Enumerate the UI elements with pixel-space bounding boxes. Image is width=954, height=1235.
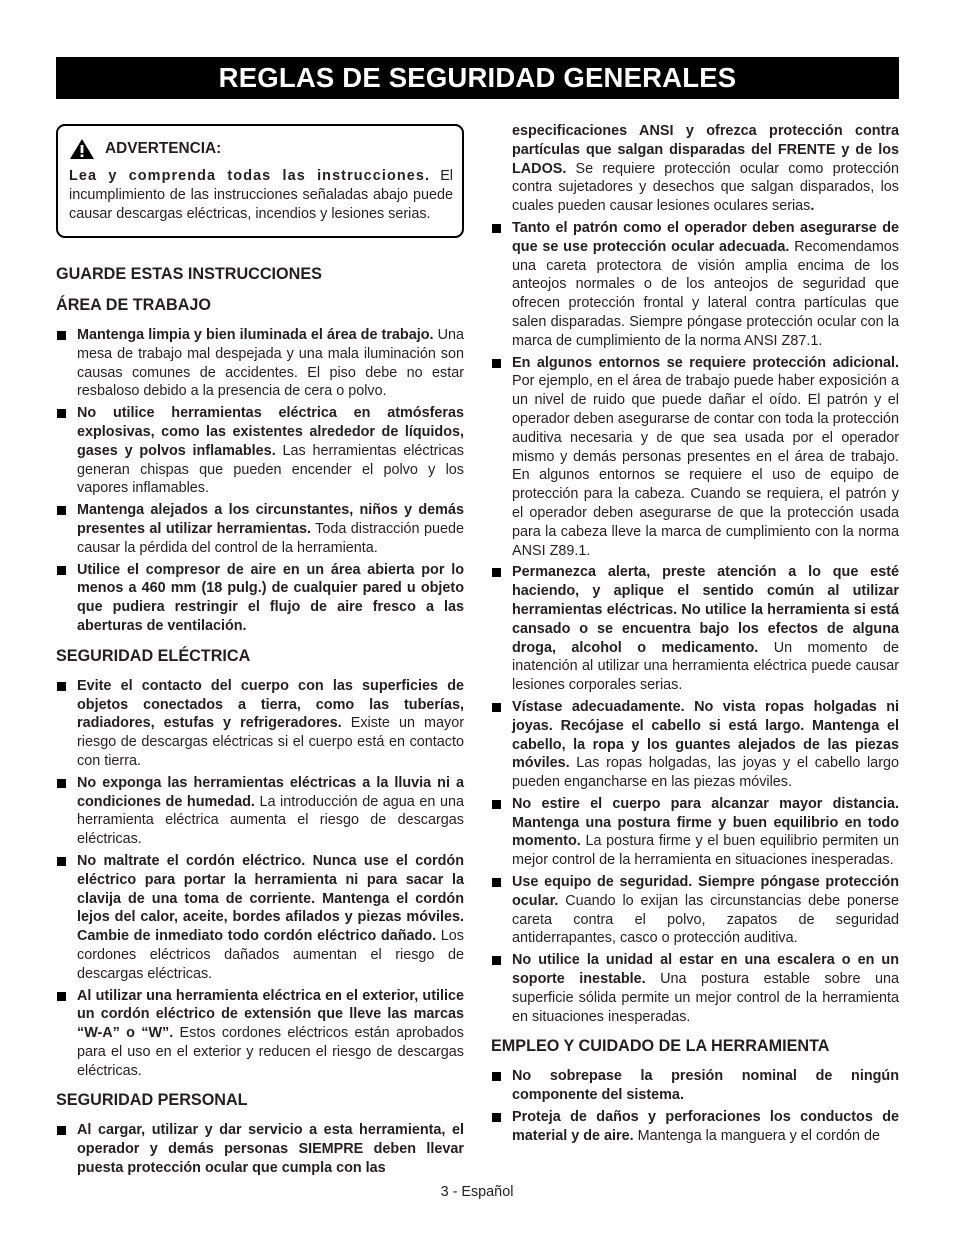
list-item: Vístase adecuadamente. No vista ropas holgadas ni joyas. Recójase el cabello si está largo. Mantenga el cabello, la ropa y los guantes alejados de las piezas móviles. Las ropas holgadas, las joyas y el cabello largo pueden engancharse en las piezas móviles. bbox=[491, 698, 899, 792]
page-number: 3 - Español bbox=[440, 1184, 514, 1200]
list-item: Utilice el compresor de aire en un área abierta por lo menos a 460 mm (18 pulg.) de cualquier pared u objeto que pudiera restringir el flujo de aire fresco a las aberturas de ventilación. bbox=[56, 561, 464, 636]
list-item-continued: especificaciones ANSI y ofrezca protección contra partículas que salgan disparadas del FRENTE y de los LADOS. Se requiere protección ocular como protección contra sujetadores y desechos que salgan disparados, los cuales pueden causar lesiones oculares serias. bbox=[512, 123, 899, 215]
list-item: No maltrate el cordón eléctrico. Nunca use el cordón eléctrico para portar la herramienta ni para sacar la clavija de una toma de corriente. Mantenga el cordón lejos del calor, aceite, bordes afilados y piezas móviles. Cambie de inmediato todo cordón eléctrico dañado. Los cordones eléctricos dañados aumentan el riesgo de descargas eléctricas. bbox=[56, 852, 464, 984]
list-item: Al cargar, utilizar y dar servicio a esta herramienta, el operador y demás personas SIEMPRE deben llevar puesta protección ocular que cumpla con las bbox=[56, 1121, 464, 1177]
warning-body bbox=[69, 167, 453, 224]
list-item: Evite el contacto del cuerpo con las superficies de objetos conectados a tierra, como las tuberías, radiadores, estufas y refrigeradores. Existe un mayor riesgo de descargas eléctricas si el cuerpo está en contacto con tierra. bbox=[56, 677, 464, 771]
list-item: No exponga las herramientas eléctricas a la lluvia ni a condiciones de humedad. La introducción de agua en una herramienta eléctrica aumenta el riesgo de descargas eléctricas. bbox=[56, 774, 464, 849]
work-area-heading: ÁREA DE TRABAJO bbox=[56, 296, 211, 314]
warning-lead: Lea y comprenda todas las instrucciones. bbox=[69, 168, 431, 184]
personal-safety-heading: SEGURIDAD PERSONAL bbox=[56, 1091, 248, 1110]
right-column bbox=[491, 122, 899, 1156]
warning-triangle-icon bbox=[69, 138, 95, 160]
list-item: En algunos entornos se requiere protección adicional. Por ejemplo, en el área de trabajo puede haber exposición a un nivel de ruido que puede dañar el oído. El patrón y el operador deben asegurarse de contar con toda la protección auditiva necesaria y de que sea usada por el operador mismo y demás personas presentes en el área de trabajo. En algunos entornos se requiere el uso de equipo de protección para la cabeza. Cuando se requiera, el patrón y el operador deben asegurarse de que la protección usada para la cabeza lleve la marca de cumplimiento con la norma ANSI Z89.1. bbox=[491, 354, 899, 561]
page-title: REGLAS DE SEGURIDAD GENERALES bbox=[56, 57, 899, 99]
tool-use-list bbox=[491, 1067, 899, 1145]
list-item: Mantenga limpia y bien iluminada el área de trabajo. Una mesa de trabajo mal despejada y una mala iluminación son causas comunes de accidentes. El piso debe no estar resbaloso debido a la presencia de cera o polvo. bbox=[56, 326, 464, 401]
list-item: Proteja de daños y perforaciones los conductos de material y de aire. Mantenga la manguera y el cordón de bbox=[491, 1108, 899, 1146]
warning-header bbox=[69, 138, 453, 160]
save-instructions-heading: GUARDE ESTAS INSTRUCCIONES bbox=[56, 265, 322, 283]
personal-safety-list bbox=[56, 1121, 464, 1177]
left-column bbox=[56, 124, 464, 1188]
warning-text: El incumplimiento de las instrucciones señaladas abajo puede causar descargas eléctricas, incendios y lesiones serias. bbox=[69, 168, 454, 222]
electrical-safety-heading: SEGURIDAD ELÉCTRICA bbox=[56, 646, 251, 665]
electrical-safety-list bbox=[56, 677, 464, 1081]
list-item: No utilice herramientas eléctrica en atmósferas explosivas, como las existentes alrededor de líquidos, gases y polvos inflamables. Las herramientas eléctricas generan chispas que pueden encender el polvo y los vapores inflamables. bbox=[56, 404, 464, 498]
list-item: No utilice la unidad al estar en una escalera o en un soporte inestable. Una postura estable sobre una superficie sólida permite un mejor control de la herramienta en situaciones inesperadas. bbox=[491, 951, 899, 1026]
list-item: Permanezca alerta, preste atención a lo que esté haciendo, y aplique el sentido común al utilizar herramientas eléctricas. No utilice la herramienta si está cansado o se encuentra bajo los efectos de alguna droga, alcohol o medicamento. Un momento de inatención al utilizar una herramienta eléctrica puede causar lesiones corporales serias. bbox=[491, 563, 899, 695]
list-item: Al utilizar una herramienta eléctrica en el exterior, utilice un cordón eléctrico de extensión que lleve las marcas “W-A” o “W”. Estos cordones eléctricos están aprobados para el uso en el exterior y reducen el riesgo de descargas eléctricas. bbox=[56, 987, 464, 1081]
tool-use-heading: EMPLEO Y CUIDADO DE LA HERRAMIENTA bbox=[491, 1037, 830, 1056]
list-item: Mantenga alejados a los circunstantes, niños y demás presentes al utilizar herramientas. Toda distracción puede causar la pérdida del control de la herramienta. bbox=[56, 501, 464, 557]
list-item: No estire el cuerpo para alcanzar mayor distancia. Mantenga una postura firme y buen equilibrio en todo momento. La postura firme y el buen equilibrio permiten un mejor control de la herramienta en situaciones inesperadas. bbox=[491, 795, 899, 870]
warning-title: ADVERTENCIA: bbox=[105, 139, 222, 157]
list-item: No sobrepase la presión nominal de ningún componente del sistema. bbox=[491, 1067, 899, 1105]
list-item: Tanto el patrón como el operador deben asegurarse de que se use protección ocular adecuada. Recomendamos una careta protectora de visión amplia encima de los anteojos normales o de los anteojos de seguridad que ofrecen protección frontal y lateral contra partículas que salen disparadas. Siempre póngase protección ocular con la marca de cumplimiento de la norma ANSI Z87.1. bbox=[491, 219, 899, 351]
work-area-list bbox=[56, 326, 464, 636]
warning-box bbox=[56, 124, 464, 238]
personal-safety-list-continued bbox=[491, 219, 899, 1026]
list-item: Use equipo de seguridad. Siempre póngase protección ocular. Cuando lo exijan las circunstancias debe ponerse careta contra el polvo, zapatos de seguridad antiderrapantes, casco o protección auditiva. bbox=[491, 873, 899, 948]
